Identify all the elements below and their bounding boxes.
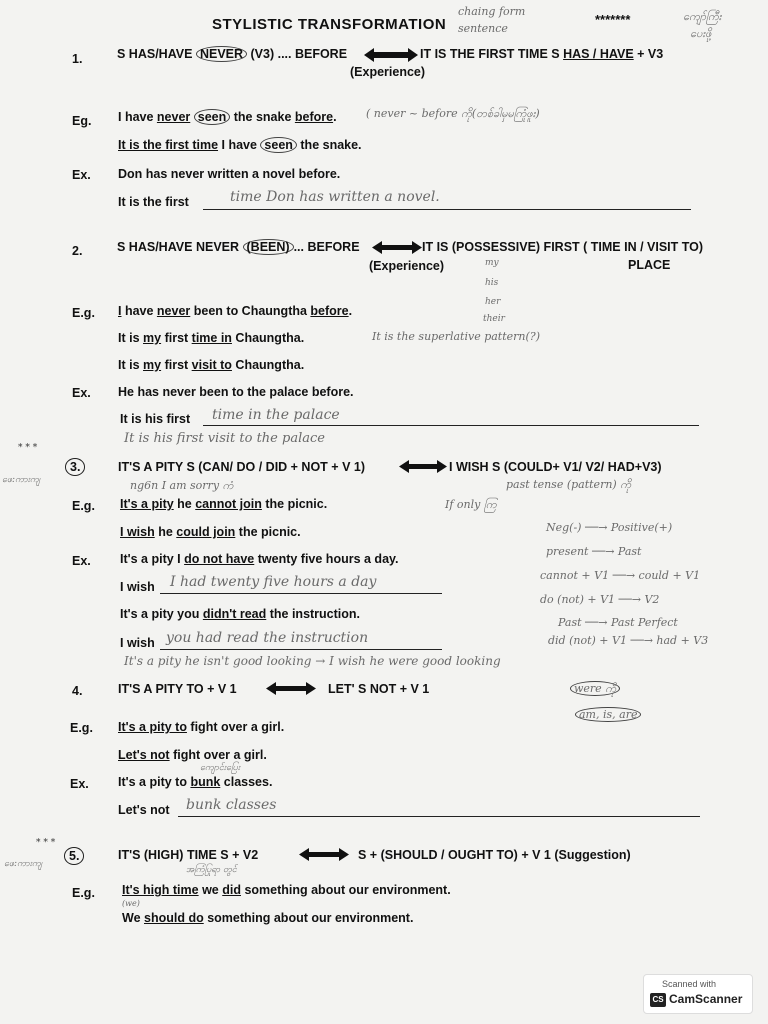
rule-5-right: S + (SHOULD / OUGHT TO) + V 1 (Suggestion) xyxy=(358,848,631,862)
handwritten-note: ပေးဖို့ xyxy=(690,27,712,40)
handwritten-chart-row: Neg(-) ──→ Positive(+) xyxy=(546,521,673,534)
handwritten-note: ကျော်ကြီး xyxy=(683,10,722,23)
rule-5-left: IT'S (HIGH) TIME S + V2 xyxy=(118,848,259,862)
handwritten-note: (we) xyxy=(122,899,140,908)
camscanner-badge xyxy=(643,974,753,1014)
example-sentence: It is my first visit to Chaungtha. xyxy=(118,358,305,372)
rule-place: PLACE xyxy=(628,258,671,272)
handwritten-answer: you had read the instruction xyxy=(166,630,369,646)
rule-subtitle: (Experience) xyxy=(369,259,445,273)
example-sentence: I have never been to Chaungtha before. xyxy=(118,304,353,318)
handwritten-note: past tense (pattern) ကို xyxy=(506,478,631,491)
handwritten-answer: I had twenty five hours a day xyxy=(170,574,377,590)
answer-line xyxy=(178,816,700,817)
handwritten-answer: It is his first visit to the palace xyxy=(124,431,325,446)
rule-4-right: LET' S NOT + V 1 xyxy=(328,682,430,696)
handwritten-note: ( never ~ before ကို(တစ်ခါမှမကြုံဖူး) xyxy=(366,107,540,120)
handwritten-note: am, is, are xyxy=(575,708,641,721)
handwritten-note: ဖေ:ကားကျ xyxy=(4,859,43,869)
rule-number: 3. xyxy=(65,458,85,476)
double-arrow-icon xyxy=(266,682,316,695)
handwritten-note: her xyxy=(485,297,501,307)
exercise-label: Ex. xyxy=(72,554,91,568)
example-sentence: It's high time we did something about our environment. xyxy=(122,883,451,897)
rule-3-right: I WISH S (COULD+ V1/ V2/ HAD+V3) xyxy=(449,460,662,474)
rule-number: 4. xyxy=(72,684,83,698)
page-title: STYLISTIC TRANSFORMATION xyxy=(212,16,447,33)
rule-4-left: IT'S A PITY TO + V 1 xyxy=(118,682,237,696)
camscanner-logo-icon: CS xyxy=(650,993,666,1007)
rule-number: 2. xyxy=(72,244,83,258)
exercise-sentence: It's a pity you didn't read the instruction. xyxy=(120,607,361,621)
rule-2-left: S HAS/HAVE NEVER (BEEN) ... BEFORE xyxy=(117,240,360,254)
answer-line xyxy=(160,593,442,594)
handwritten-note: If only ကြ xyxy=(445,498,497,511)
handwritten-note: အကြံပြုရာ တွင် xyxy=(186,865,237,875)
example-sentence: It's a pity to fight over a girl. xyxy=(118,720,285,734)
exercise-sentence: It's a pity to bunk classes. xyxy=(118,775,273,789)
answer-prefix: It is his first xyxy=(120,412,191,426)
example-sentence: We should do something about our environment. xyxy=(122,911,414,925)
exercise-label: Ex. xyxy=(70,777,89,791)
answer-prefix: It is the first xyxy=(118,195,189,209)
handwritten-note: ng6n I am sorry ကံ xyxy=(130,479,234,492)
answer-line xyxy=(160,649,442,650)
example-sentence: It is the first time I have seen the snake. xyxy=(118,138,362,152)
answer-line xyxy=(203,209,691,210)
exercise-label: Ex. xyxy=(72,386,91,400)
example-sentence: It's a pity he cannot join the picnic. xyxy=(120,497,328,511)
rule-3-left: IT'S A PITY S (CAN/ DO / DID + NOT + V 1) xyxy=(118,460,365,474)
handwritten-answer: bunk classes xyxy=(186,797,277,813)
exercise-label: Ex. xyxy=(72,168,91,182)
example-sentence: Let's not fight over a girl. xyxy=(118,748,267,762)
example-label: E.g. xyxy=(72,306,95,320)
rule-number: 1. xyxy=(72,52,83,66)
camscanner-name: CamScanner xyxy=(669,992,743,1006)
answer-prefix: I wish xyxy=(120,580,155,594)
handwritten-answer: time Don has written a novel. xyxy=(230,189,440,205)
rule-2-right: IT IS (POSSESSIVE) FIRST ( TIME IN / VISIT TO) xyxy=(422,240,704,254)
side-stars: * * * xyxy=(18,443,38,453)
handwritten-note: their xyxy=(483,314,505,324)
stars-mark: ******* xyxy=(595,12,631,27)
example-sentence: I wish he could join the picnic. xyxy=(120,525,301,539)
rule-1-left: S HAS/HAVE NEVER (V3) .... BEFORE xyxy=(117,47,348,61)
double-arrow-icon xyxy=(364,48,418,62)
handwritten-note: ကျောင်းပြေး xyxy=(200,763,241,773)
handwritten-note: his xyxy=(485,278,499,288)
handwritten-note: sentence xyxy=(458,22,508,35)
handwritten-chart-row: present ──→ Past xyxy=(546,545,642,558)
answer-line xyxy=(203,425,699,426)
side-stars: * * * xyxy=(36,838,56,848)
example-sentence: It is my first time in Chaungtha. xyxy=(118,331,305,345)
handwritten-chart-row: did (not) + V1 ──→ had + V3 xyxy=(548,634,709,647)
handwritten-note: my xyxy=(485,258,499,268)
handwritten-note: chaing form xyxy=(458,5,526,18)
exercise-sentence: Don has never written a novel before. xyxy=(118,167,341,181)
handwritten-chart-row: Past ──→ Past Perfect xyxy=(558,616,678,629)
handwritten-chart-row: cannot + V1 ──→ could + V1 xyxy=(540,569,701,582)
handwritten-note: were ကို xyxy=(570,682,620,698)
handwritten-answer: time in the palace xyxy=(212,407,340,423)
example-sentence: I have never seen the snake before. xyxy=(118,110,337,124)
double-arrow-icon xyxy=(399,460,447,473)
rule-number: 5. xyxy=(64,847,84,865)
rule-1-right: IT IS THE FIRST TIME S HAS / HAVE + V3 xyxy=(420,47,664,61)
handwritten-note: ဖေ:ကားကျ xyxy=(2,475,41,485)
double-arrow-icon xyxy=(299,848,349,861)
double-arrow-icon xyxy=(372,241,422,254)
answer-prefix: I wish xyxy=(120,636,155,650)
handwritten-note: It is the superlative pattern(?) xyxy=(372,330,540,343)
example-label: Eg. xyxy=(72,114,92,128)
example-label: E.g. xyxy=(72,886,95,900)
answer-prefix: Let's not xyxy=(118,803,170,817)
handwritten-answer: It's a pity he isn't good looking → I wish he were good looking xyxy=(124,654,501,668)
exercise-sentence: He has never been to the palace before. xyxy=(118,385,354,399)
scanned-with-text: Scanned with xyxy=(662,979,717,989)
exercise-sentence: It's a pity I do not have twenty five hours a day. xyxy=(120,552,399,566)
rule-subtitle: (Experience) xyxy=(350,65,426,79)
example-label: E.g. xyxy=(72,499,95,513)
example-label: E.g. xyxy=(70,721,93,735)
handwritten-chart-row: do (not) + V1 ──→ V2 xyxy=(540,593,660,606)
